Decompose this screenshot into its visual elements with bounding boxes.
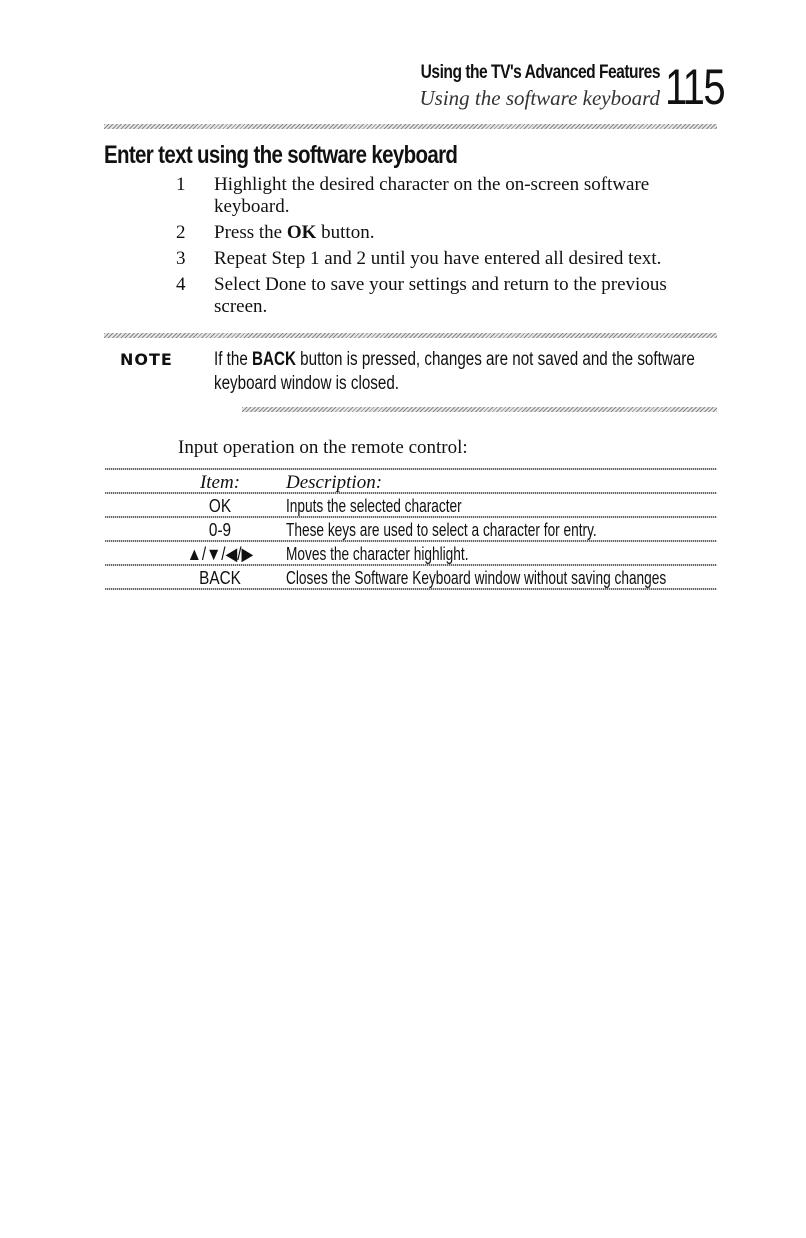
list-item <box>176 274 716 318</box>
step-text: Select Done to save your settings and return to the previous screen. <box>214 274 667 317</box>
list-item <box>176 174 716 218</box>
step-number: 3 <box>176 248 186 269</box>
steps-list <box>176 174 716 322</box>
section-title: Using the TV's Advanced Features <box>420 62 660 83</box>
note-text-part: If the <box>214 349 253 370</box>
column-header-description: Description: <box>286 472 383 493</box>
running-header <box>0 62 660 111</box>
step-number: 4 <box>176 274 186 295</box>
step-text <box>214 222 716 244</box>
table-cell-description: Closes the Software Keyboard window without saving changes <box>286 568 667 588</box>
step-number: 1 <box>176 174 186 195</box>
table-row <box>105 566 717 588</box>
step-text-part: button. <box>316 222 375 243</box>
note-divider-top <box>104 333 717 338</box>
table-cell-description: These keys are used to select a character for entry. <box>286 520 597 540</box>
table-cell-description: Inputs the selected character <box>286 496 462 516</box>
ok-button-label: OK <box>286 222 317 243</box>
note-label: NOTE <box>120 350 173 369</box>
list-item <box>176 222 716 244</box>
remote-control-table <box>105 468 717 590</box>
table-cell-item: BACK <box>199 568 241 588</box>
step-text: Highlight the desired character on the on-screen software keyboard. <box>214 174 650 217</box>
table-cell-item: OK <box>208 496 232 516</box>
table-header-row <box>105 470 717 492</box>
list-item <box>176 248 716 270</box>
table-row <box>105 542 717 564</box>
table-cell-item-arrow-keys: ▲/▼/◀/▶ <box>186 544 254 564</box>
page-number: 115 <box>665 59 724 115</box>
table-intro: Input operation on the remote control: <box>178 437 468 458</box>
table-row <box>105 518 717 540</box>
back-button-label: BACK <box>252 349 296 370</box>
table-cell-item: 0-9 <box>208 520 232 540</box>
note-divider-bottom <box>242 407 717 412</box>
subsection-title: Using the software keyboard <box>419 86 660 110</box>
table-row <box>105 494 717 516</box>
step-text-part: Press the <box>214 222 287 243</box>
column-header-item: Item: <box>199 472 241 493</box>
section-heading: Enter text using the software keyboard <box>104 141 458 169</box>
header-divider <box>104 124 717 129</box>
note-text <box>214 348 710 396</box>
table-cell-description: Moves the character highlight. <box>286 544 469 564</box>
note-text-part: button is pressed, changes are not saved and the software keyboard window is closed. <box>214 349 695 394</box>
step-number: 2 <box>176 222 186 243</box>
step-text: Repeat Step 1 and 2 until you have entered all desired text. <box>214 248 662 269</box>
